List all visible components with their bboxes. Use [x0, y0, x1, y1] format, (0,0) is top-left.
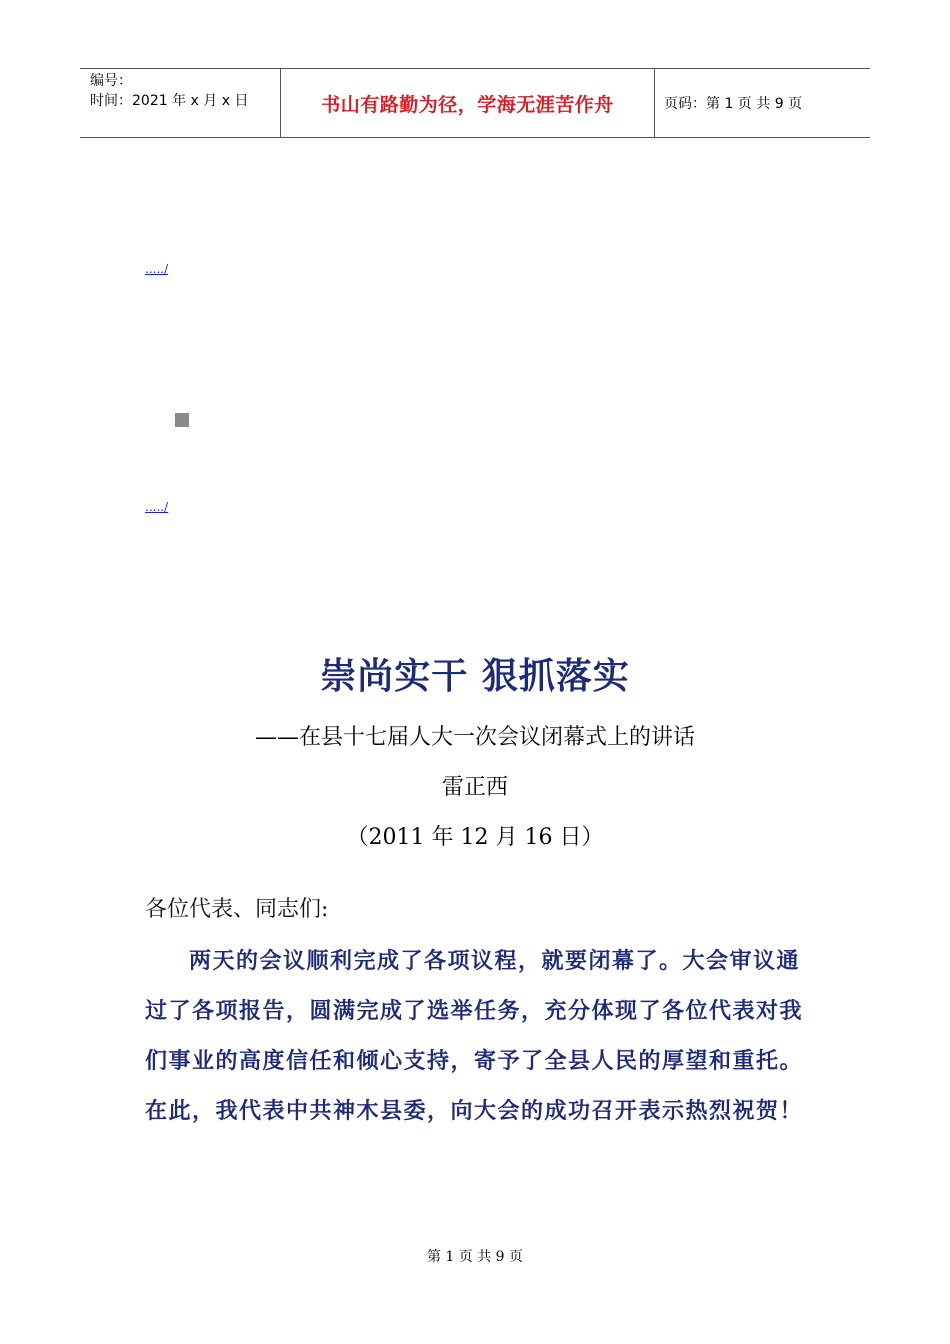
- document-header: [80, 68, 870, 138]
- header-motto-cell: [281, 69, 655, 137]
- page-footer: 第 1 页 共 9 页: [426, 1249, 524, 1265]
- header-page-cell: [655, 69, 870, 137]
- document-subtitle: ——在县十七届人大一次会议闭幕式上的讲话: [254, 725, 695, 750]
- number-label: 编号：: [90, 73, 132, 89]
- document-title: 崇尚实干 狠抓落实: [320, 656, 630, 697]
- salutation: 各位代表、同志们:: [145, 897, 329, 922]
- placeholder-square-icon: [175, 413, 189, 427]
- header-meta-cell: [80, 69, 281, 137]
- document-date: （2011 年 12 月 16 日）: [346, 825, 604, 850]
- time-label: 时间：2021 年 x 月 x 日: [90, 93, 249, 109]
- page-info: 页码：第 1 页 共 9 页: [664, 96, 803, 112]
- dots-link-2[interactable]: ...../: [145, 500, 169, 514]
- motto-text: 书山有路勤为径，学海无涯苦作舟: [321, 93, 614, 116]
- document-author: 雷正西: [441, 775, 508, 800]
- dots-link-1[interactable]: ...../: [145, 262, 169, 276]
- body-paragraph: 两天的会议顺利完成了各项议程，就要闭幕了。大会审议通过了各项报告，圆满完成了选举任务，充分体现了各位代表对我们事业的高度信任和倾心支持，寄予了全县人民的厚望和重托。在此，我代表中共神木县委，向大会的成功召开表示热烈祝贺！: [145, 948, 804, 1124]
